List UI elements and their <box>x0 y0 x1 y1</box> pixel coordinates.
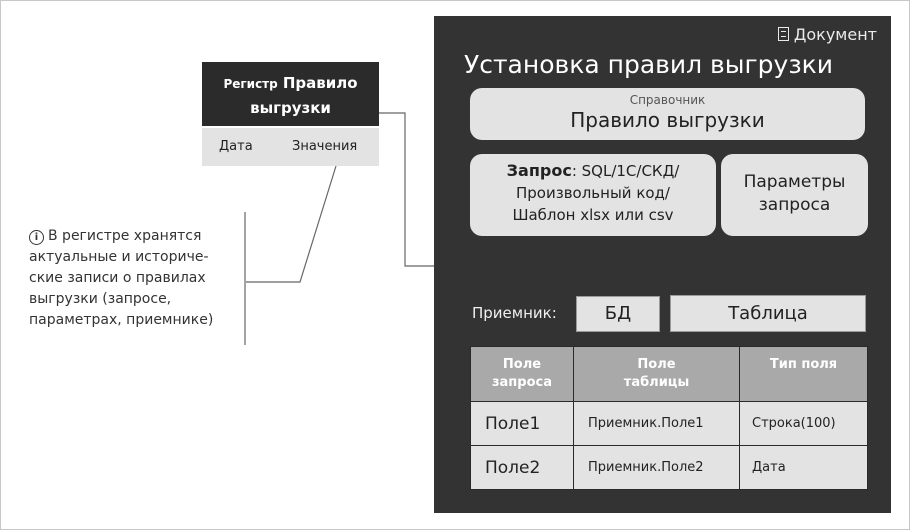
receiver-db-box: БД <box>576 296 660 332</box>
reference-box <box>470 88 865 140</box>
column-header-table-field <box>574 346 740 402</box>
table-header-row <box>470 346 868 402</box>
params-line2: запроса <box>758 195 831 215</box>
document-tag-label: Документ <box>793 25 877 44</box>
table-cell: Поле2 <box>470 446 574 490</box>
column-header-field-type <box>740 346 868 402</box>
table-cell: Приемник.Поле2 <box>574 446 740 490</box>
table-cell: Поле1 <box>470 402 574 446</box>
register-note <box>29 226 239 331</box>
register-to-document-connector <box>379 113 434 266</box>
register-fields <box>202 128 379 166</box>
table-cell: Приемник.Поле1 <box>574 402 740 446</box>
note-line-2: актуальные и историче- <box>29 249 209 265</box>
note-line-5: параметрах, приемнике) <box>29 312 214 328</box>
register-title-line1: Правило <box>282 74 358 92</box>
receiver-table-box: Таблица <box>670 295 866 332</box>
header-line: Поле <box>637 357 676 372</box>
reference-caption: Справочник <box>629 93 706 107</box>
field-mapping-table <box>470 346 868 490</box>
params-line1: Параметры <box>743 172 846 192</box>
register-to-note-connector <box>246 166 336 282</box>
header-line: Поле <box>502 357 542 372</box>
note-line-3: ские записи о правилах <box>29 270 206 286</box>
document-icon <box>778 27 789 41</box>
table-row <box>470 446 868 490</box>
note-line-4: выгрузки (запросе, <box>29 291 172 307</box>
register-prefix: Регистр <box>223 77 278 91</box>
register-field-date: Дата <box>219 139 253 154</box>
note-line-1: В регистре хранятся <box>48 228 202 244</box>
table-row <box>470 402 868 446</box>
table-cell: Дата <box>740 446 868 490</box>
query-line1: : SQL/1С/СКД/ <box>571 162 680 180</box>
document-title: Установка правил выгрузки <box>464 50 833 79</box>
column-header-query-field <box>470 346 574 402</box>
register-title-line2: выгрузки <box>250 99 331 117</box>
register-header <box>202 62 379 126</box>
info-icon: i <box>29 230 44 245</box>
table-cell: Строка(100) <box>740 402 868 446</box>
header-line: запроса <box>491 375 553 390</box>
query-label: Запрос <box>506 161 572 180</box>
register-field-values: Значения <box>292 139 358 154</box>
document-tag <box>778 25 877 44</box>
query-box <box>470 154 716 236</box>
document-panel <box>434 16 891 513</box>
reference-title: Правило выгрузки <box>570 108 765 132</box>
query-params-box <box>721 154 868 236</box>
query-line3: Шаблон xlsx или csv <box>512 206 674 224</box>
receiver-label: Приемник: <box>472 304 557 322</box>
header-line: таблицы <box>623 375 690 390</box>
query-line2: Произвольный код/ <box>516 184 670 202</box>
header-line: Тип поля <box>769 357 838 372</box>
